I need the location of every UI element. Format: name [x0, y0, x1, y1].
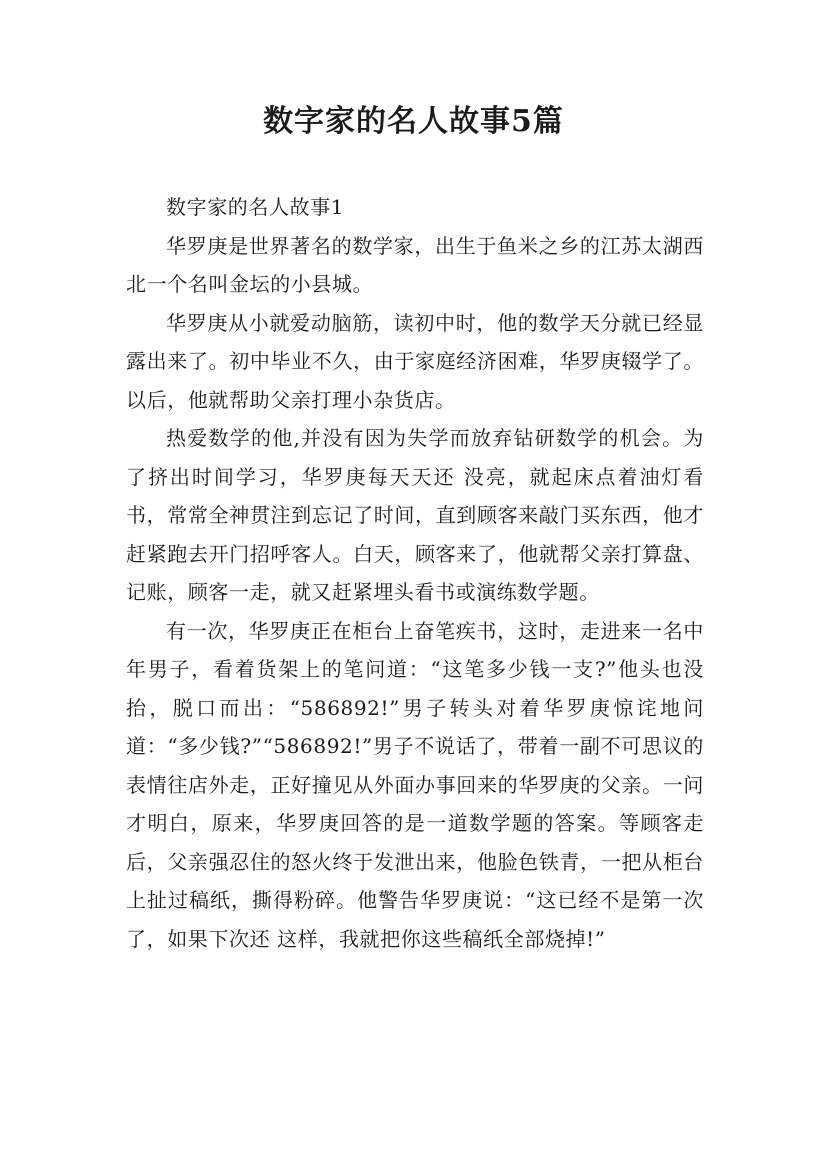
paragraph: 有一次，华罗庚正在柜台上奋笔疾书，这时，走进来一名中年男子，看着货架上的笔问道：“这笔多少钱一支?”他头也没抬，脱口而出：“586892!”男子转头对着华罗庚惊诧地问道：“多少钱?”“586892!”男子不说话了，带着一副不可思议的表情往店外走，正好撞见从外面办事回来的华罗庚的父亲。一问才明白，原来，华罗庚回答的是一道数学题的答案。等顾客走后，父亲强忍住的怒火终于发泄出来，他脸色铁青，一把从柜台上扯过稿纸，撕得粉碎。他警告华罗庚说：“这已经不是第一次了，如果下次还 这样，我就把你这些稿纸全部烧掉!”: [126, 618, 704, 951]
paragraph: 热爱数学的他,并没有因为失学而放弃钻研数学的机会。为了挤出时间学习，华罗庚每天天还 没亮，就起床点着油灯看书，常常全神贯注到忘记了时间，直到顾客来敲门买东西，他才赶紧跑去开门招呼客人。白天，顾客来了，他就帮父亲打算盘、记账，顾客一走，就又赶紧埋头看书或演练数学题。: [126, 426, 704, 604]
document-body: [126, 188, 704, 958]
section-heading: 数字家的名人故事1: [166, 195, 345, 219]
paragraph: 华罗庚从小就爱动脑筋，读初中时，他的数学天分就已经显露出来了。初中毕业不久，由于家庭经济困难，华罗庚辍学了。以后，他就帮助父亲打理小杂货店。: [126, 310, 704, 412]
document-title: 数字家的名人故事5篇: [263, 104, 564, 139]
paragraph: 华罗庚是世界著名的数学家，出生于鱼米之乡的江苏太湖西北一个名叫金坛的小县城。: [126, 233, 704, 296]
